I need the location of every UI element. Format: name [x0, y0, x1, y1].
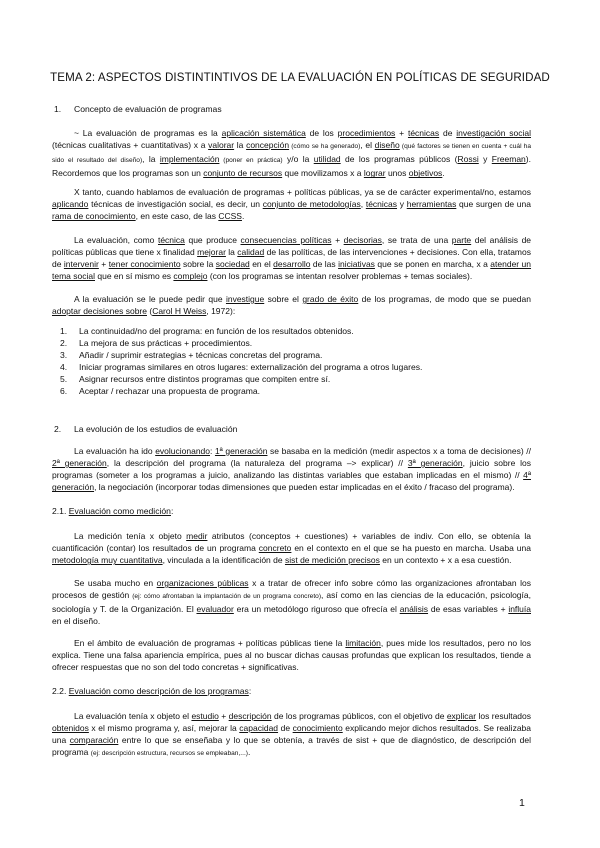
page-number: 1	[519, 797, 525, 809]
paragraph-generations: La evaluación ha ido evolucionando: 1ª generación se basaba en la medición (medir aspectos x a toma de decisiones) // 2ª generación, la descripción del programa (la naturaleza del programa –> explicar) // 3ª generación, juicio sobre los programas (someter a los programas a juicio, analizando las distintas variables que estaban implicadas en el mismo) // 4ª generación, la negociación (incorporar todas dimensiones que pueden estar implicadas en el éxito / fracaso del programa).	[52, 446, 532, 493]
list-item: 2. La mejora de sus prácticas + procedimientos.	[60, 338, 253, 349]
paragraph-description: La evaluación tenía x objeto el estudio + descripción de los programas públicos, con el objetivo de explicar los resultados obtenidos x el mismo programa y, así, mejorar la capacidad de conocimiento explicando mejor dichos resultados. Se realizaba una comparación entre lo que se enseñaba y lo que se obtenía, a través de sist + que de diagnóstico, de descripción del programa (ej: descripción estructura, recursos se empleaban,...).	[52, 711, 532, 758]
section-1-number: 1.	[54, 104, 62, 114]
paragraph-evaluation-technique: La evaluación, como técnica que produce consecuencias políticas + decisorias, se trata de una parte del análisis de políticas públicas que tiene x finalidad mejorar la calidad de las políticas, de las intervenciones + decisiones. Con ella, tratamos de intervenir + tener conocimiento sobre la sociedad en el desarrollo de las iniciativas que se ponen en marcha, x a atender un tema social que en sí mismo es complejo (con los programas se intentan resolver problemas + temas sociales).	[52, 235, 532, 282]
paragraph-public-organizations: Se usaba mucho en organizaciones públicas x a tratar de ofrecer info sobre cómo las organizaciones afrontaban los procesos de gestión (ej: cómo afrontaban la implantación de un programa concreto), así como en las ciencias de la educación, psicología, sociología y T. de la Organización. El evaluador era un metodólogo riguroso que ofrecía el análisis de esas variables + influía en el diseño.	[52, 578, 531, 627]
section-2-title: La evolución de los estudios de evaluación	[74, 424, 238, 434]
list-item: 5. Asignar recursos entre distintos programas que compiten entre sí.	[60, 374, 331, 385]
paragraph-limitation: En el ámbito de evaluación de programas + políticas públicas tiene la limitación, pues mide los resultados, pero no los explica. Tiene una falsa apariencia empírica, pues al no buscar dichas causas profundas que explican los resultados, tiende a ofrecer respuestas que no son del todo concretas + significativas.	[52, 638, 531, 673]
list-item: 6. Aceptar / rechazar una propuesta de programa.	[60, 386, 261, 397]
list-item: 4. Iniciar programas similares en otros lugares: externalización del programa a otros lugares.	[60, 362, 423, 373]
section-1-title: Concepto de evaluación de programas	[74, 104, 222, 114]
paragraph-concept-definition: ~ La evaluación de programas es la aplicación sistemática de los procedimientos + técnicas de investigación social (técnicas cualitativas + cuantitativas) x a valorar la concepción (cómo se ha generado), el diseño (qué factores se tienen en cuenta + cuál ha sido el resultado del diseño), la implementación (poner en práctica) y/o la utilidad de los programas públicos (Rossi y Freeman). Recordemos que los programas son un conjunto de recursos que movilizamos x a lograr unos objetivos.	[52, 128, 532, 179]
paragraph-social-research: X tanto, cuando hablamos de evaluación de programas + políticas públicas, ya se de carácter experimental/no, estamos aplicando técnicas de investigación social, es decir, un conjunto de metodologías, técnicas y herramientas que surgen de una rama de conocimiento, en este caso, de las CCSS.	[52, 187, 531, 222]
paragraph-measurement: La medición tenía x objeto medir atributos (conceptos + cuestiones) + variables de indiv. Con ello, se obtenía la cuantificación (contar) los resultados de un programa concreto en el contexto en el que se ha puesto en marcha. Usaba una metodología muy cuantitativa, vinculada a la identificación de sist de medición precisos en un contexto + x a esa cuestión.	[52, 531, 532, 566]
subsection-2-2-heading: 2.2. Evaluación como descripción de los programas:	[52, 686, 252, 696]
list-item: 1. La continuidad/no del programa: en función de los resultados obtenidos.	[60, 326, 354, 336]
decisions-list	[60, 325, 422, 398]
section-2-number: 2.	[54, 424, 62, 434]
section-2-heading	[54, 424, 237, 434]
paragraph-weiss-decisions: A la evaluación se le puede pedir que investigue sobre el grado de éxito de los programas, de modo que se puedan adoptar decisiones sobre (Carol H Weiss, 1972):	[52, 294, 531, 317]
section-1-heading	[54, 104, 222, 114]
subsection-2-1-heading: 2.1. Evaluación como medición:	[52, 506, 174, 516]
document-title: TEMA 2: ASPECTOS DISTINTINTIVOS DE LA EVALUACIÓN EN POLÍTICAS DE SEGURIDAD	[50, 71, 550, 84]
list-item: 3. Añadir / suprimir estrategias + técnicas concretas del programa.	[60, 350, 323, 361]
